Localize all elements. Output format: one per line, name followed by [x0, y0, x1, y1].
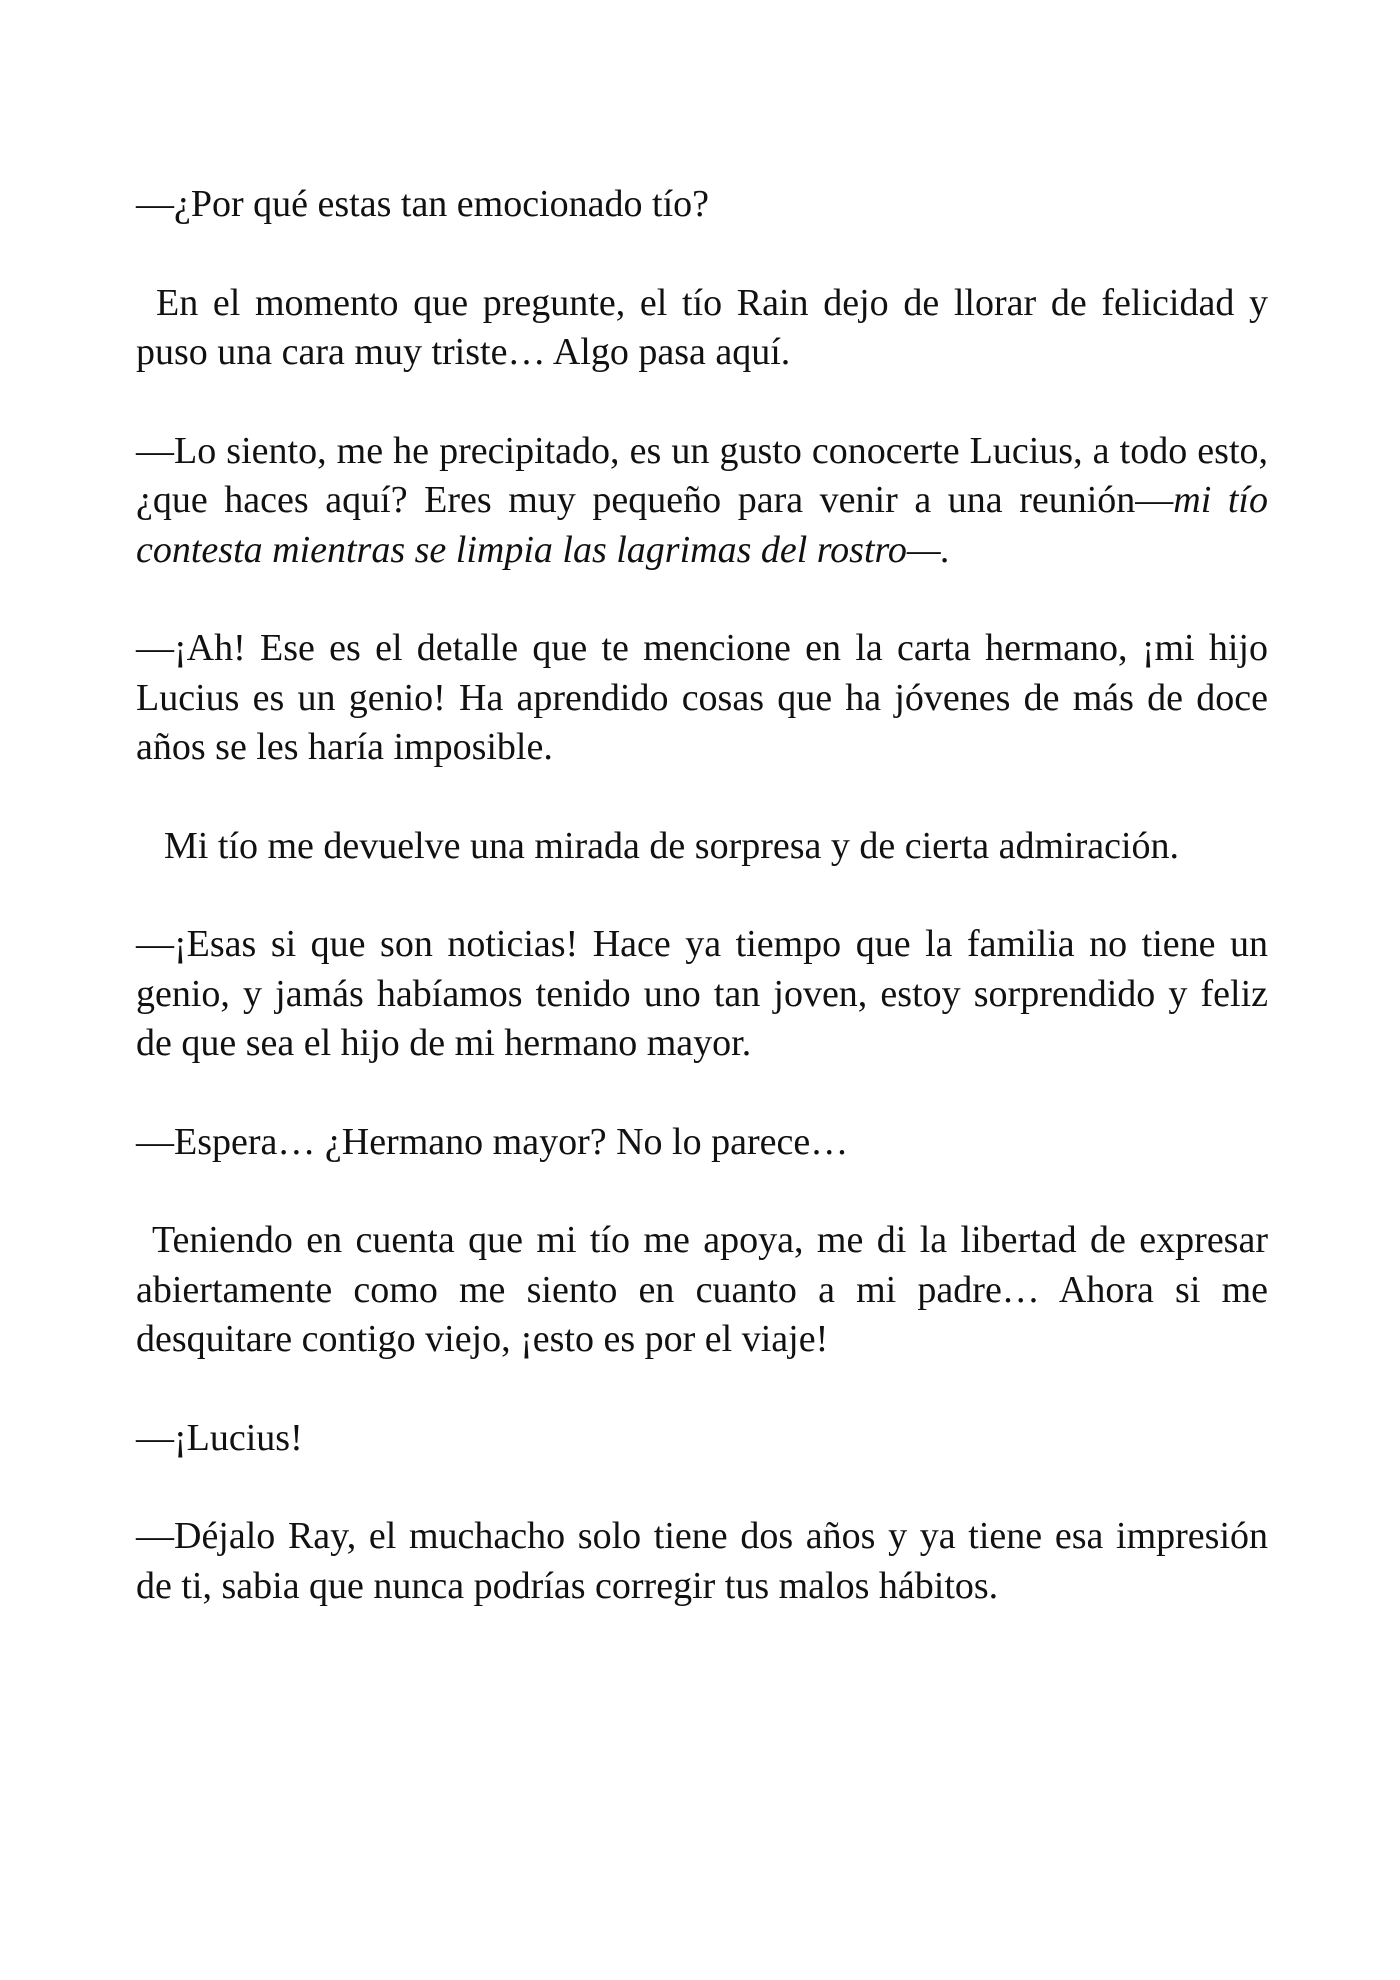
paragraph-3-dialogue: —Lo siento, me he precipitado, es un gusto conocerte Lucius, a todo esto, ¿que haces aquí? Eres muy pequeño para venir a una reunión—	[136, 429, 1268, 521]
paragraph-2: En el momento que pregunte, el tío Rain dejo de llorar de felicidad y puso una cara muy triste… Algo pasa aquí.	[136, 281, 1268, 373]
paragraph-3-narration: mi tío contesta mientras se limpia las lagrimas del rostro—.	[136, 479, 1268, 571]
body-text	[136, 180, 1268, 1660]
paragraph-9: —¡Lucius!	[136, 1416, 303, 1459]
paragraph-10: —Déjalo Ray, el muchacho solo tiene dos años y ya tiene esa impresión de ti, sabia que nunca podrías corregir tus malos hábitos.	[136, 1515, 1268, 1607]
paragraph-5: Mi tío me devuelve una mirada de sorpresa y de cierta admiración.	[164, 824, 1180, 867]
paragraph-3	[136, 427, 1268, 576]
paragraph-6: —¡Esas si que son noticias! Hace ya tiempo que la familia no tiene un genio, y jamás habíamos tenido uno tan joven, estoy sorprendido y feliz de que sea el hijo de mi hermano mayor.	[136, 923, 1268, 1064]
paragraph-8: Teniendo en cuenta que mi tío me apoya, me di la libertad de expresar abiertamente como me siento en cuanto a mi padre… Ahora si me desquitare contigo viejo, ¡esto es por el viaje!	[136, 1219, 1268, 1360]
paragraph-7: —Espera… ¿Hermano mayor? No lo parece…	[136, 1120, 849, 1163]
paragraph-1: —¿Por qué estas tan emocionado tío?	[136, 183, 710, 225]
paragraph-4: —¡Ah! Ese es el detalle que te mencione en la carta hermano, ¡mi hijo Lucius es un genio! Ha aprendido cosas que ha jóvenes de más de doce años se les haría imposible.	[136, 627, 1268, 768]
